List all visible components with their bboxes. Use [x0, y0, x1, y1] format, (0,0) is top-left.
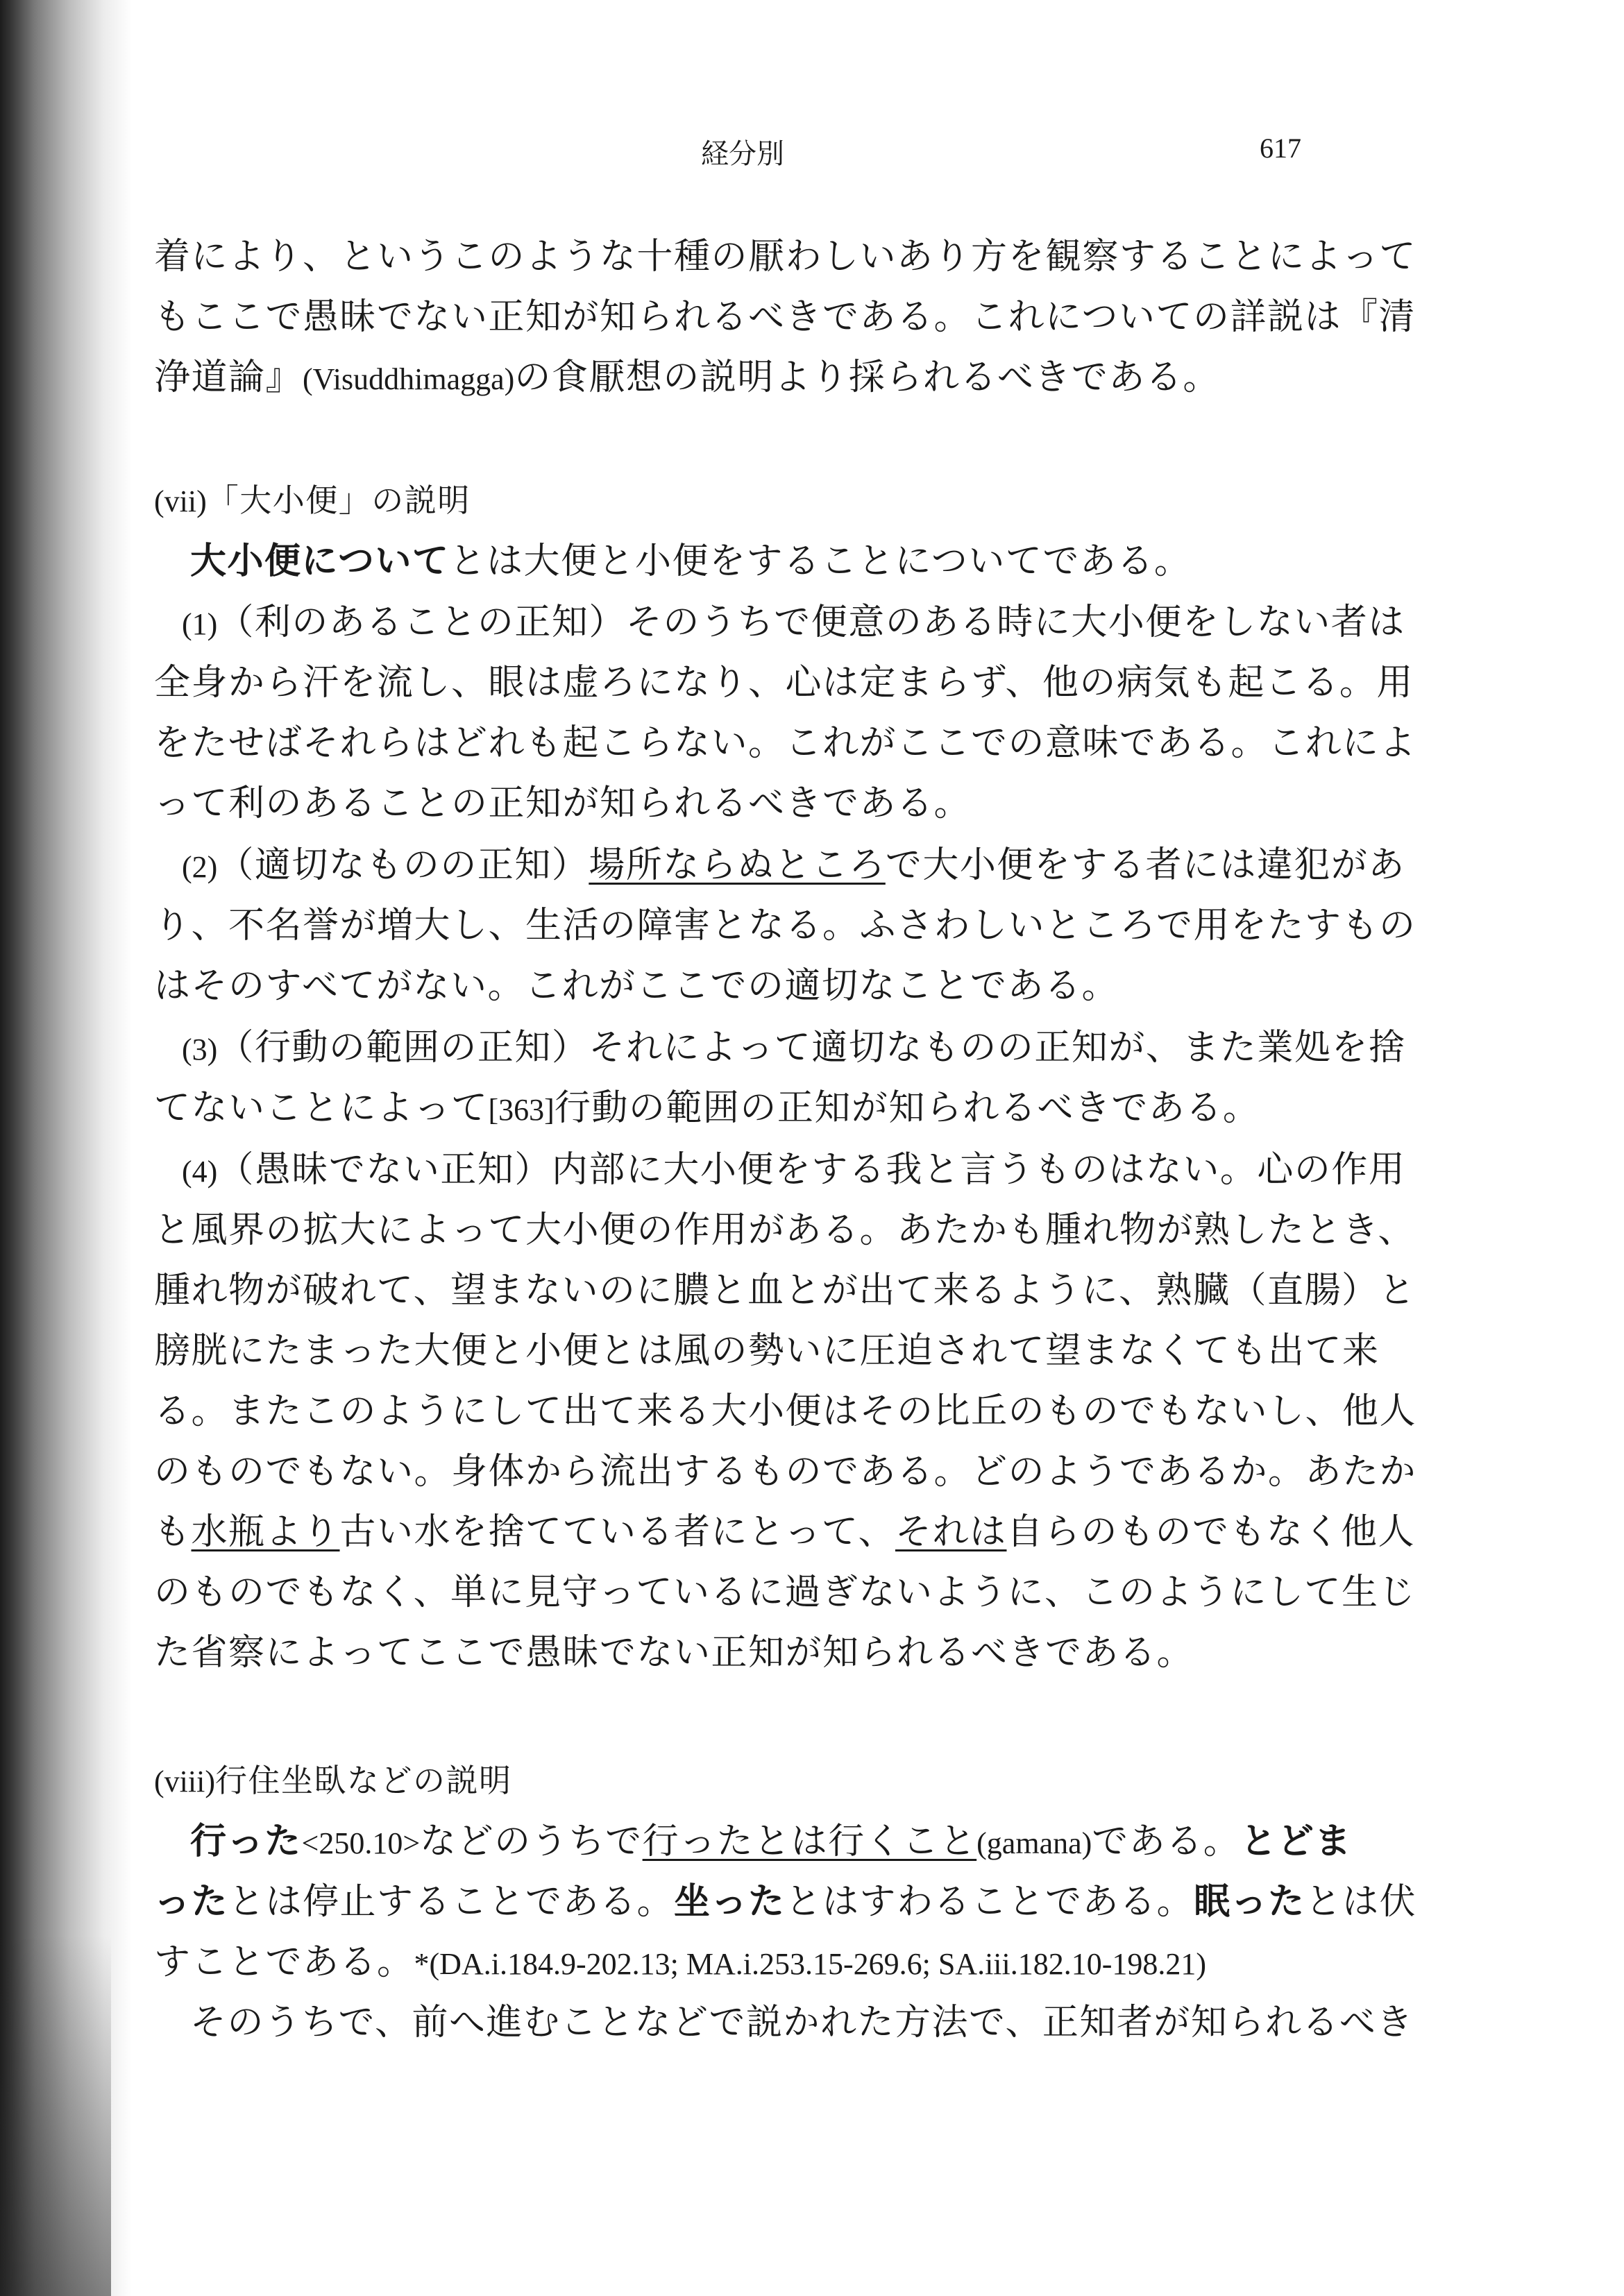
text-line: をたせばそれらはどれも起こらない。これがここでの意味である。これによ: [154, 722, 1417, 764]
text-line: ったとは停止することである。坐ったとはすわることである。眠ったとは伏: [154, 1880, 1417, 1923]
text-line: 浄道論』(Visuddhimagga)の食厭想の説明より採られるべきである。: [154, 357, 1220, 398]
text-line: 全身から汗を流し、眼は虚ろになり、心は定まらず、他の病気も起こる。用: [154, 662, 1414, 704]
page-reference: <250.10>: [301, 1826, 421, 1860]
text-line: のものでもなく、単に見守っているに過ぎないように、このようにして生じ: [154, 1572, 1416, 1613]
scan-gutter-shadow-bottom: [0, 1935, 111, 2296]
text-line: はそのすべてがない。これがここでの適切なことである。: [154, 965, 1119, 1007]
text-line: 腫れ物が破れて、望まないのに膿と血とが出て来るように、熟臓（直腸）と: [154, 1270, 1416, 1311]
text-line: って利のあることの正知が知られるべきである。: [154, 783, 972, 824]
text-line: てないことによって[363]行動の範囲の正知が知られるべきである。: [154, 1087, 1260, 1129]
item-3-line: (3)（行動の範囲の正知）それによって適切なものの正知が、また業処を捨: [182, 1027, 1406, 1069]
item-4-line: (4)（愚昧でない正知）内部に大小便をする我と言うものはない。心の作用: [182, 1149, 1406, 1191]
text-line: 膀胱にたまった大便と小便とは風の勢いに圧迫されて望まなくても出て来: [154, 1330, 1380, 1372]
text-line: る。またこのようにして出て来る大小便はその比丘のものでもないし、他人: [154, 1391, 1417, 1432]
item-2-line: (2)（適切なものの正知）場所ならぬところで大小便をする者には違犯があ: [182, 844, 1405, 886]
citation: *(DA.i.184.9-202.13; MA.i.253.15-269.6; SA.iii.182.10-198.21): [414, 1947, 1207, 1981]
text-line: のものでもない。身体から流出するものである。どのようであるか。あたか: [154, 1451, 1417, 1493]
text-line: 行った<250.10>などのうちで行ったとは行くこと(gamana)である。とどま: [190, 1820, 1352, 1862]
running-head-title: 経分別: [701, 138, 784, 170]
text-line: も水瓶より古い水を捨てている者にとって、それは自らのものでもなく他人: [154, 1511, 1415, 1553]
item-1-line: (1)（利のあることの正知）そのうちで便意のある時に大小便をしない者は: [182, 602, 1405, 643]
underlined-term: それは: [895, 1511, 1007, 1553]
running-head: [0, 132, 1624, 173]
text-line: り、不名誉が増大し、生活の障害となる。ふさわしいところで用をたすもの: [154, 905, 1416, 946]
section-heading-viii: (viii)行住坐臥などの説明: [154, 1762, 512, 1799]
page-number: 617: [1260, 133, 1301, 164]
underlined-term: 水瓶より: [191, 1511, 340, 1553]
text-line: た省察によってここで愚昧でない正知が知られるべきである。: [154, 1632, 1194, 1674]
text-line: と風界の拡大によって大小便の作用がある。あたかも腫れ物が熟したとき、: [154, 1209, 1415, 1251]
underlined-term: 行ったとは行くこと: [642, 1821, 977, 1862]
text-line: 大小便についてとは大便と小便をすることについてである。: [190, 540, 1192, 582]
text-line: もここで愚昧でない正知が知られるべきである。これについての詳説は『清: [154, 296, 1416, 338]
underlined-term: 場所ならぬところ: [589, 844, 886, 886]
section-heading-vii: (vii)「大小便」の説明: [154, 482, 471, 519]
text-line: 着により、というこのような十種の厭わしいあり方を観察することによって: [154, 236, 1417, 278]
text-line: すことである。*(DA.i.184.9-202.13; MA.i.253.15-269.6; SA.iii.182.10-198.21): [154, 1941, 1207, 1983]
text-line: そのうちで、前へ進むことなどで説かれた方法で、正知者が知られるべき: [190, 2002, 1414, 2043]
page-reference: [363]: [488, 1093, 555, 1127]
